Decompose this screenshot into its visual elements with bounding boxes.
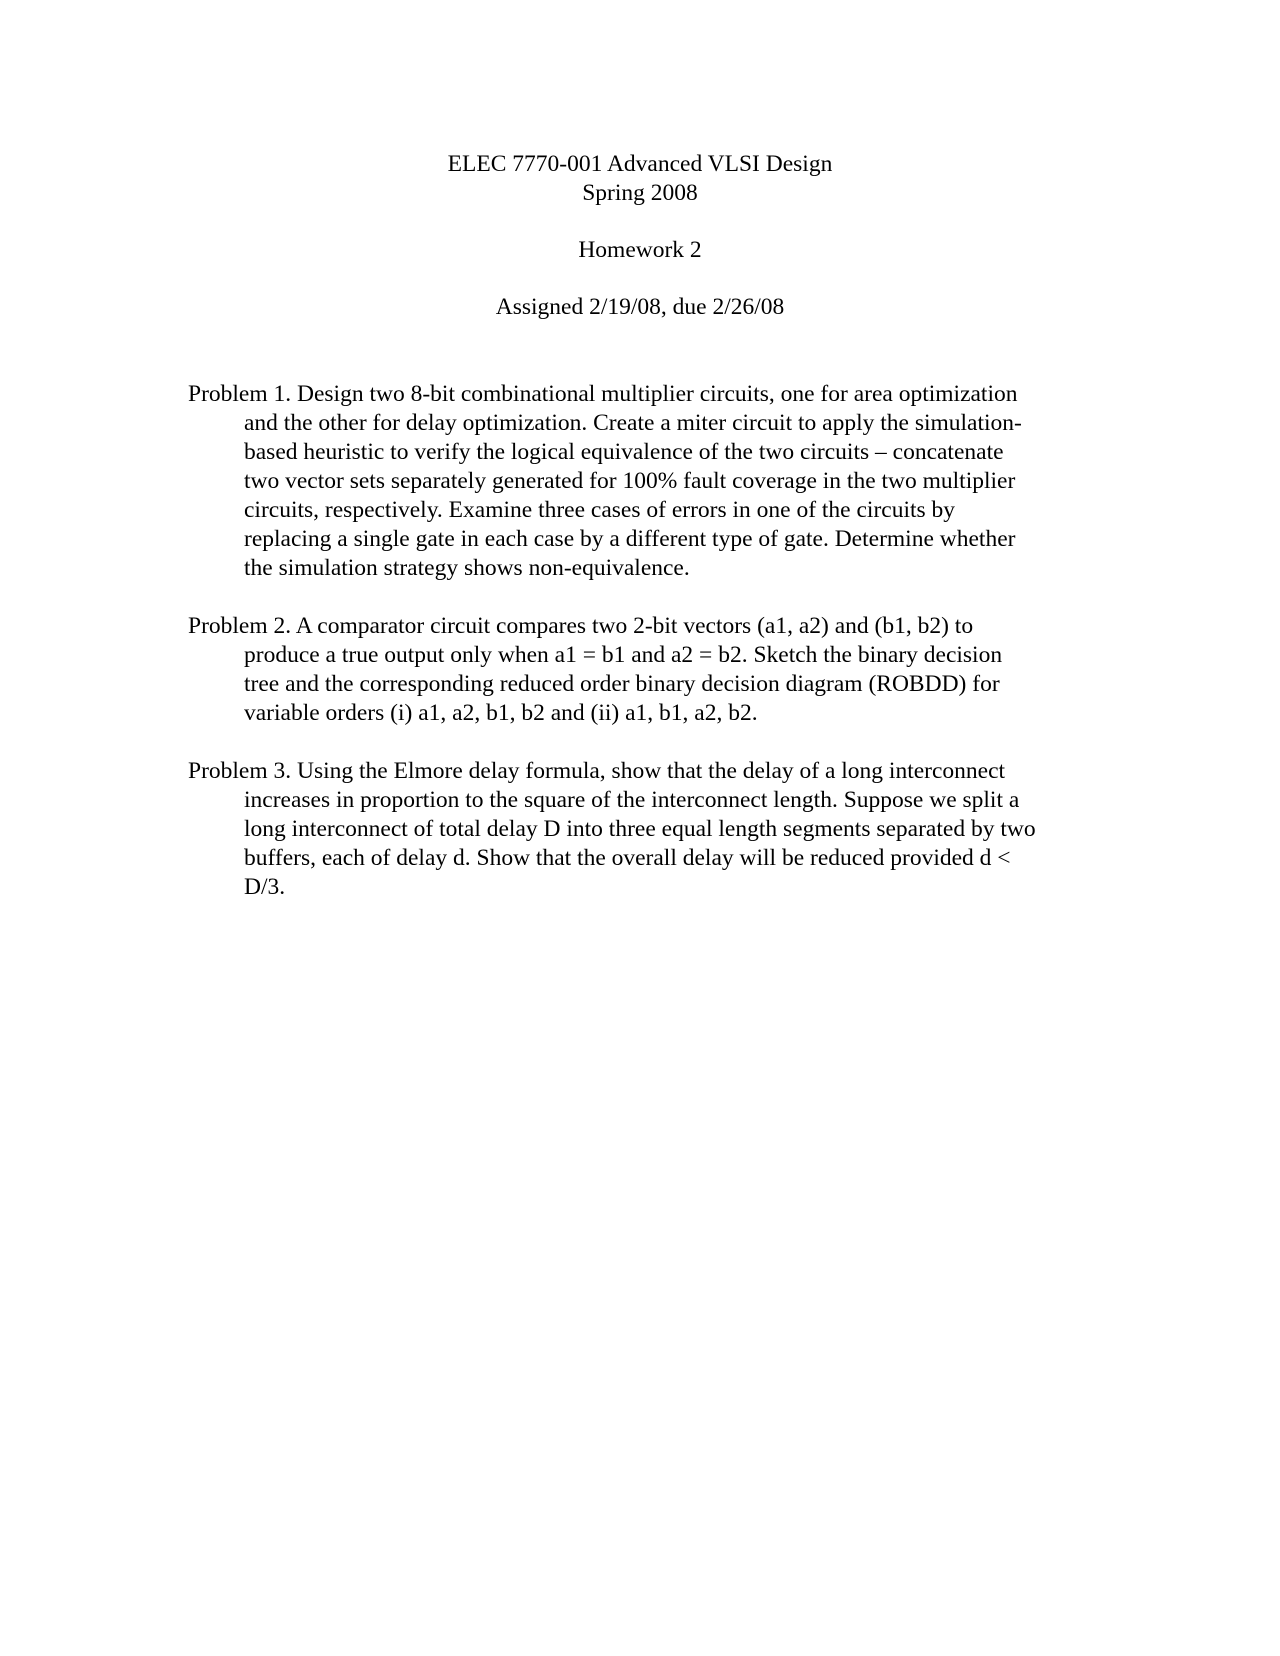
problem-line: increases in proportion to the square of the interconnect length. Suppose we split a [244, 787, 1020, 813]
header-spacer [0, 264, 1280, 293]
problem-line: based heuristic to verify the logical equivalence of the two circuits – concatenate [244, 439, 1004, 465]
problem-2 [188, 612, 1088, 728]
problem-line: long interconnect of total delay D into three equal length segments separated by two [244, 816, 1036, 842]
problem-line: Problem 3. Using the Elmore delay formula, show that the delay of a long interconnect [188, 758, 1006, 784]
problem-line: the simulation strategy shows non-equivalence. [244, 555, 690, 581]
problem-line: Problem 2. A comparator circuit compares two 2-bit vectors (a1, a2) and (b1, b2) to [188, 613, 974, 639]
problem-line: D/3. [244, 874, 286, 900]
problem-line: replacing a single gate in each case by a different type of gate. Determine whether [244, 526, 1016, 552]
problem-line: circuits, respectively. Examine three cases of errors in one of the circuits by [244, 497, 956, 523]
problem-1 [188, 380, 1088, 583]
header-spacer [0, 207, 1280, 236]
term: Spring 2008 [582, 179, 698, 206]
document-header [0, 150, 1280, 321]
problem-line: variable orders (i) a1, a2, b1, b2 and (ii) a1, b1, a2, b2. [244, 700, 758, 726]
homework-title: Homework 2 [578, 236, 702, 263]
problem-3 [188, 757, 1088, 902]
problem-line: produce a true output only when a1 = b1 and a2 = b2. Sketch the binary decision [244, 642, 1003, 668]
problem-line: two vector sets separately generated for 100% fault coverage in the two multiplier [244, 468, 1016, 494]
problem-line: Problem 1. Design two 8-bit combinational multiplier circuits, one for area optimization [188, 381, 1018, 407]
course-title: ELEC 7770-001 Advanced VLSI Design [447, 151, 833, 177]
problem-line: tree and the corresponding reduced order binary decision diagram (ROBDD) for [244, 671, 1000, 697]
problem-list [188, 380, 1088, 931]
problem-line: and the other for delay optimization. Create a miter circuit to apply the simulation- [244, 410, 1022, 436]
problem-line: buffers, each of delay d. Show that the overall delay will be reduced provided d < [244, 845, 1011, 871]
assignment-dates: Assigned 2/19/08, due 2/26/08 [495, 293, 785, 320]
